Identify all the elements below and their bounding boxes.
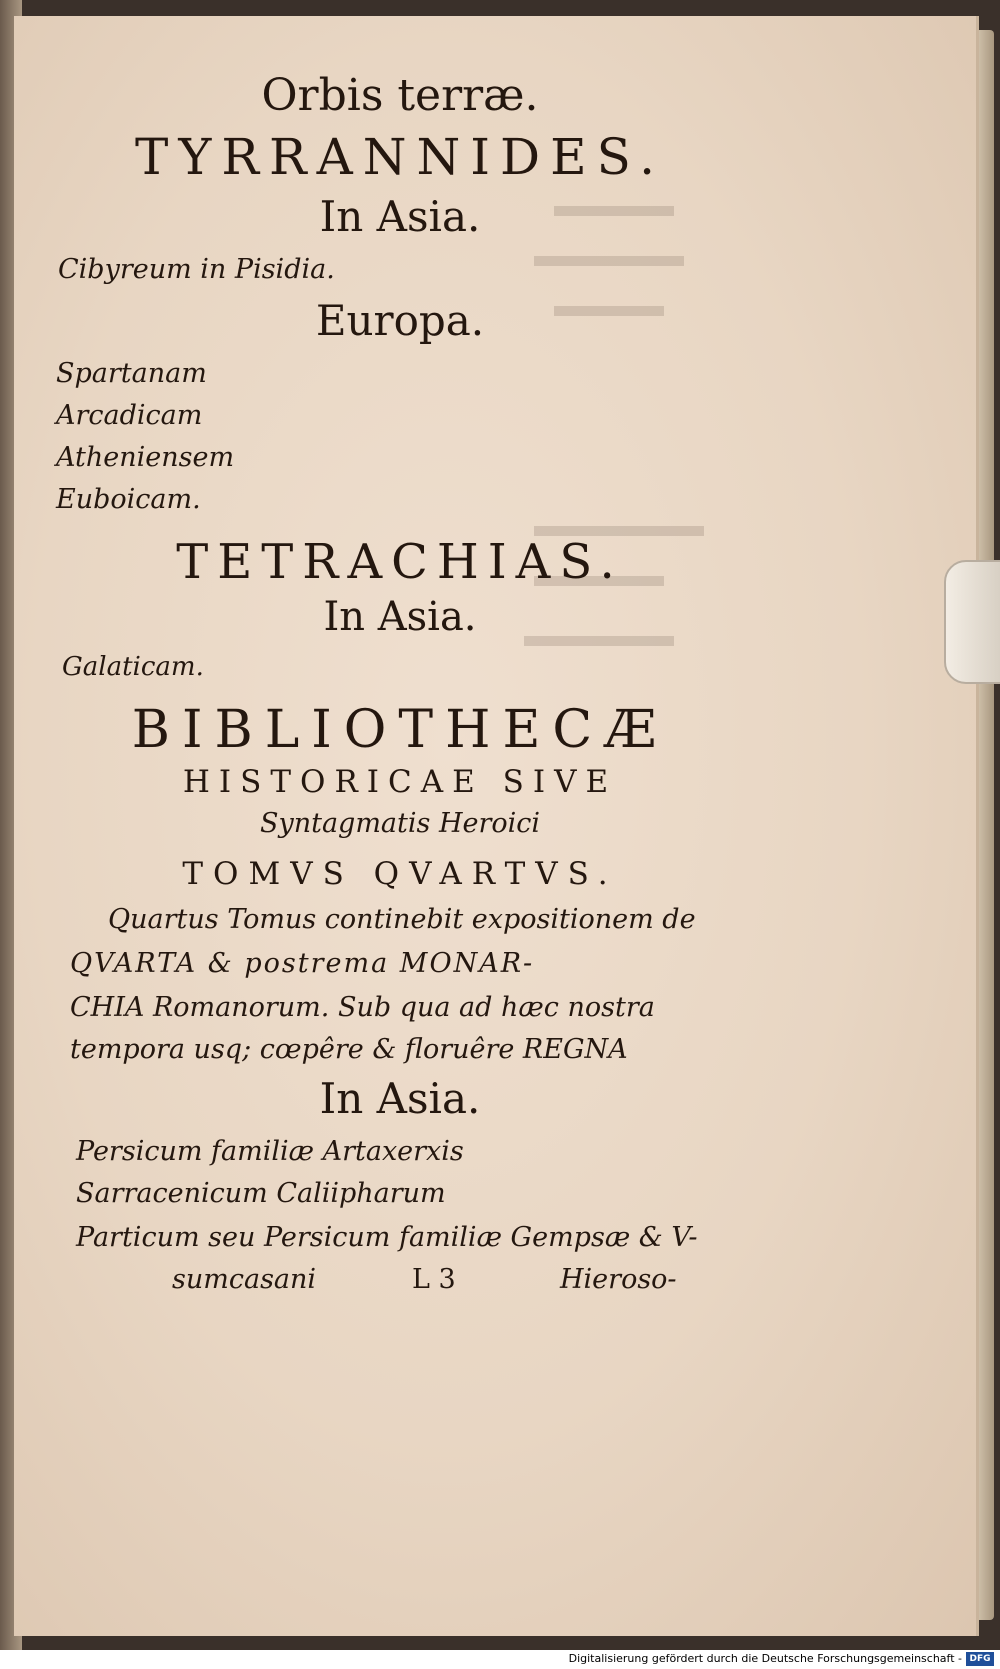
text-line: Persicum familiæ Artaxerxis	[76, 1136, 464, 1167]
subheading-in-asia: In Asia.	[323, 594, 477, 640]
dfg-logo: DFG	[966, 1652, 994, 1666]
catchline-word: sumcasani	[172, 1264, 317, 1295]
subheading-in-asia: In Asia.	[319, 1074, 481, 1123]
text-line: Atheniensem	[56, 442, 235, 473]
page-clip	[944, 560, 1000, 684]
text-line: Spartanam	[56, 358, 207, 389]
subheading-syntagmatis: Syntagmatis Heroici	[259, 808, 541, 839]
heading-tomus-quartus: TOMVS QVARTVS.	[182, 856, 618, 892]
text-line: Galaticam.	[62, 652, 204, 682]
text-line: Quartus Tomus continebit expositionem de	[108, 904, 696, 935]
heading-tetrachias: TETRACHIAS.	[176, 534, 624, 590]
heading-orbis-terrae: Orbis terræ.	[261, 70, 539, 121]
text-line: Arcadicam	[56, 400, 203, 431]
text-line: Particum seu Persicum familiæ Gempsæ & V-	[76, 1222, 698, 1253]
digitization-footer	[0, 1650, 1000, 1669]
text-line: Cibyreum in Pisidia.	[58, 254, 335, 285]
footer-text: Digitalisierung gefördert durch die Deutsche Forschungsgemeinschaft -	[568, 1652, 962, 1665]
text-line: Sarracenicum Caliipharum	[76, 1178, 446, 1209]
text-line: QVARTA & postrema MONAR-	[70, 948, 535, 979]
heading-bibliothecae: BIBLIOTHECÆ	[131, 700, 669, 760]
text-line: CHIA Romanorum. Sub qua ad hæc nostra	[70, 992, 655, 1023]
text-line: tempora usq; cœpêre & floruêre REGNA	[70, 1034, 628, 1065]
text-line: Euboicam.	[56, 484, 201, 515]
heading-historicae-sive: HISTORICAE SIVE	[182, 764, 618, 800]
subheading-in-asia: In Asia.	[319, 192, 481, 241]
catchword: Hieroso-	[560, 1264, 677, 1295]
signature-mark: L 3	[412, 1264, 456, 1295]
heading-tyrrannides: TYRRANNIDES.	[135, 128, 665, 186]
subheading-europa: Europa.	[315, 296, 485, 345]
